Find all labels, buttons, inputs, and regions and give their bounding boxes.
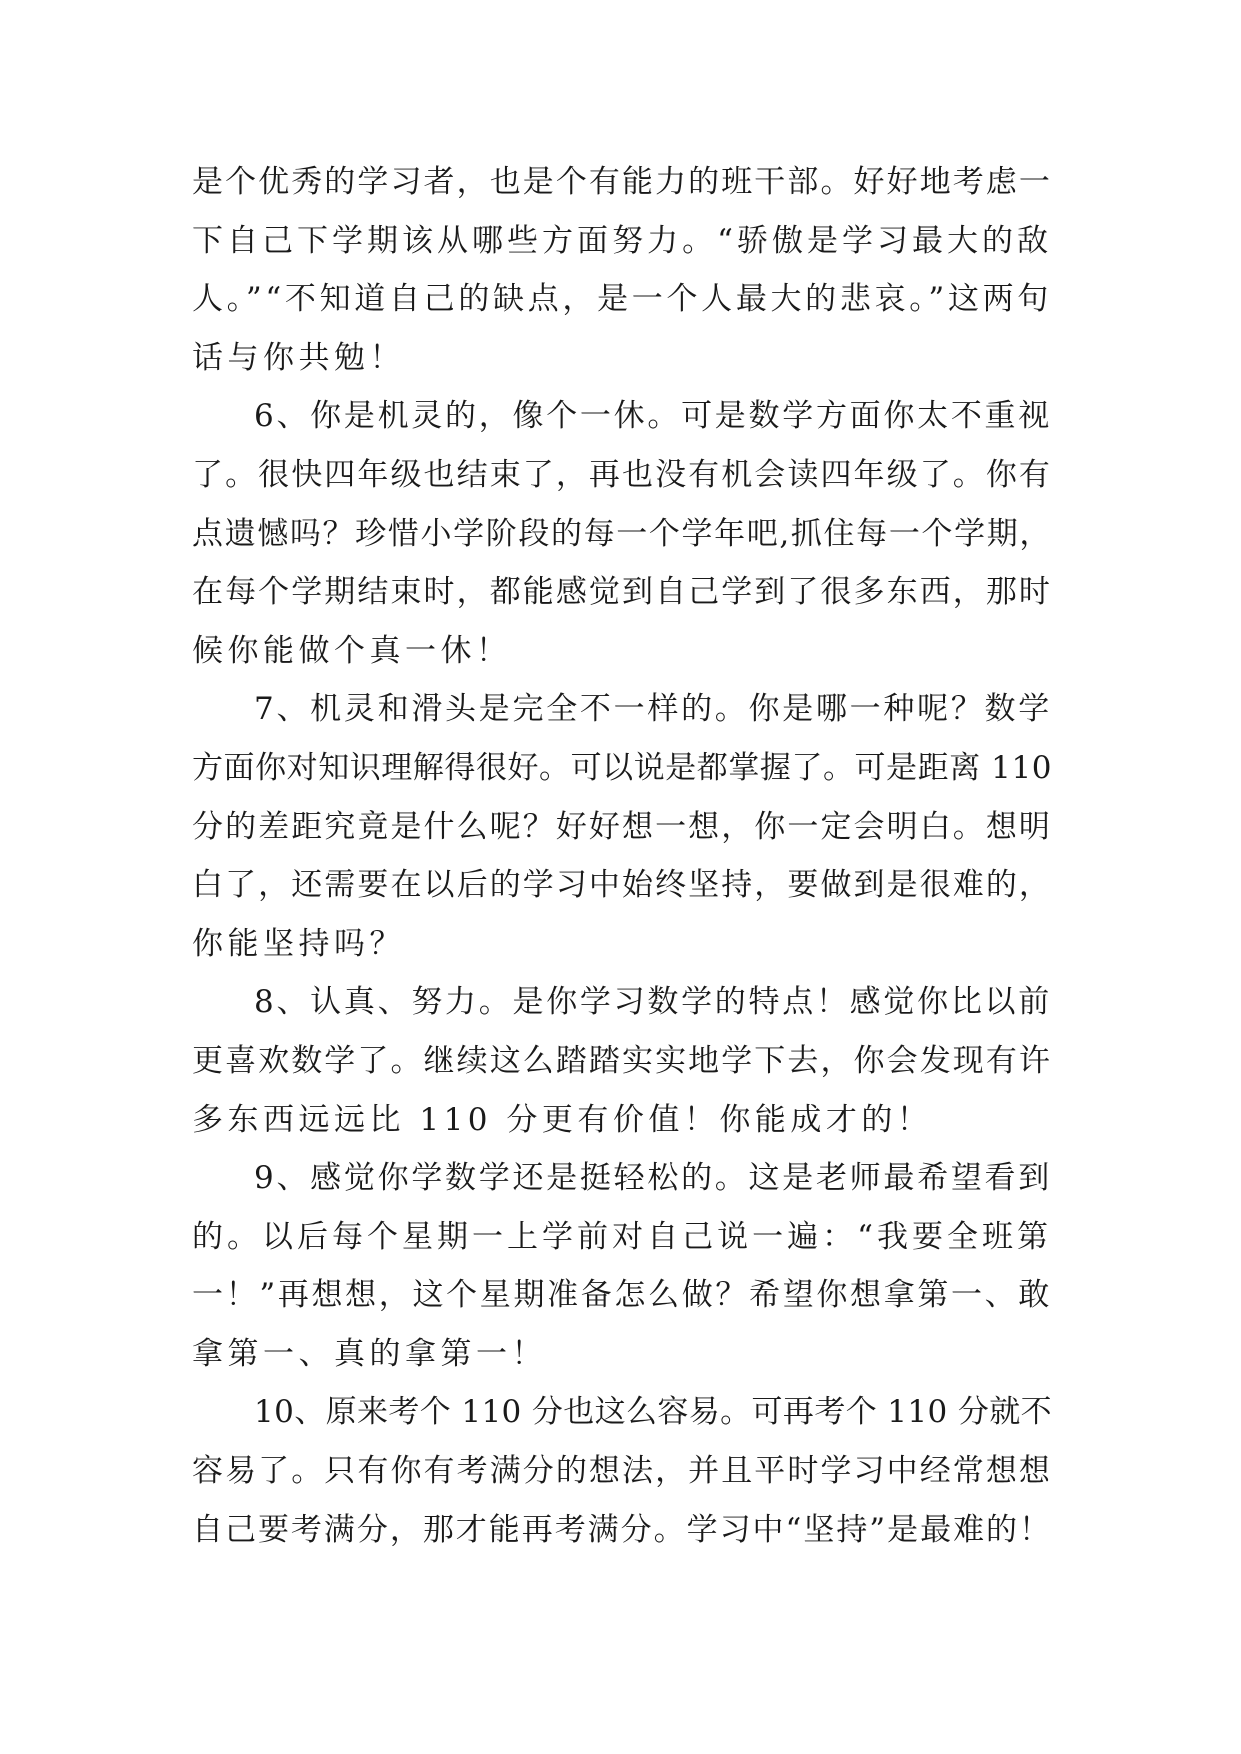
paragraph-start-line: 6、你是机灵的，像个一休。可是数学方面你太不重视 <box>254 398 1052 435</box>
text-line: 自己要考满分，那才能再考满分。学习中“坚持”是最难的！ <box>192 1511 1052 1548</box>
paragraph-start-line: 10、原来考个 110 分也这么容易。可再考个 110 分就不 <box>254 1394 1052 1431</box>
text-line: 方面你对知识理解得很好。可以说是都掌握了。可是距离 110 <box>192 749 1052 786</box>
body-text <box>192 153 1052 1559</box>
text-line: 候你能做个真一休！ <box>192 632 512 669</box>
text-line: 白了，还需要在以后的学习中始终坚持，要做到是很难的， <box>192 867 1052 904</box>
paragraph-start-line: 7、机灵和滑头是完全不一样的。你是哪一种呢？数学 <box>254 691 1052 728</box>
paragraph-start-line: 9、感觉你学数学还是挺轻松的。这是老师最希望看到 <box>254 1160 1052 1197</box>
paragraph-start-line: 8、认真、努力。是你学习数学的特点！感觉你比以前 <box>254 984 1052 1021</box>
text-line: 分的差距究竟是什么呢？好好想一想，你一定会明白。想明 <box>192 808 1052 845</box>
text-line: 更喜欢数学了。继续这么踏踏实实地学下去，你会发现有许 <box>192 1042 1052 1079</box>
text-line: 一！”再想想，这个星期准备怎么做？希望你想拿第一、敢 <box>192 1277 1052 1314</box>
text-line: 你能坚持吗？ <box>192 925 405 962</box>
text-line: 拿第一、真的拿第一！ <box>192 1335 547 1372</box>
text-line: 话与你共勉！ <box>192 339 405 376</box>
text-line: 点遗憾吗？珍惜小学阶段的每一个学年吧,抓住每一个学期， <box>192 515 1052 552</box>
text-line: 是个优秀的学习者，也是个有能力的班干部。好好地考虑一 <box>192 164 1052 200</box>
text-line: 下自己下学期该从哪些方面努力。“骄傲是学习最大的敌 <box>192 222 1052 259</box>
text-line: 多东西远远比 110 分更有价值！你能成才的！ <box>192 1101 933 1138</box>
text-line: 的。以后每个星期一上学前对自己说一遍：“我要全班第 <box>192 1218 1052 1255</box>
text-line: 在每个学期结束时，都能感觉到自己学到了很多东西，那时 <box>192 574 1052 611</box>
text-line: 容易了。只有你有考满分的想法，并且平时学习中经常想想 <box>192 1453 1052 1490</box>
text-line: 了。很快四年级也结束了，再也没有机会读四年级了。你有 <box>192 456 1052 493</box>
text-line: 人。”“不知道自己的缺点，是一个人最大的悲哀。”这两句 <box>192 281 1052 318</box>
